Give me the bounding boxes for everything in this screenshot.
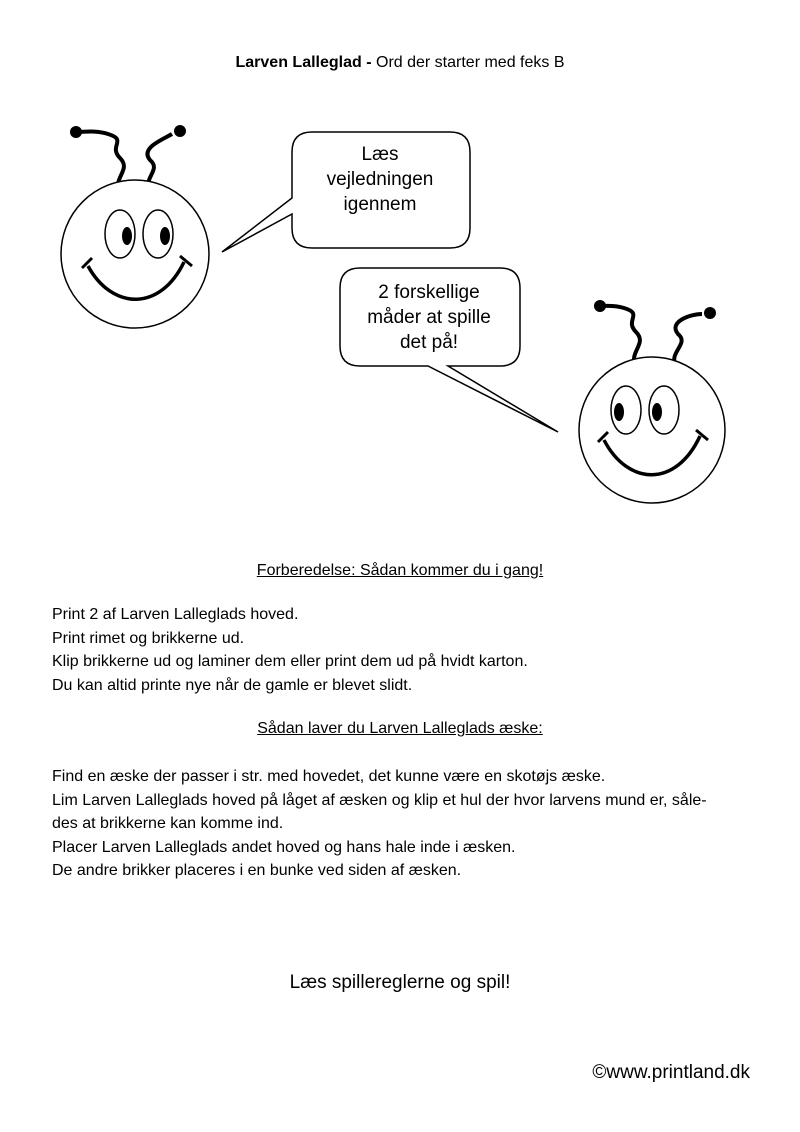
pupil-right-1: [160, 227, 170, 245]
pupil-left-2: [614, 403, 624, 421]
instruction-line: Find en æske der passer i str. med hovedet, det kunne være en skotøjs æske.: [52, 768, 606, 785]
instruction-line: Placer Larven Lalleglads andet hoved og hans hale inde i æsken.: [52, 838, 516, 856]
antenna-left-2: [602, 306, 640, 366]
caterpillar-head-1: [61, 125, 209, 328]
caterpillar-illustration: [0, 0, 800, 540]
speech-bubble-2-line: måder at spille: [367, 307, 491, 328]
pupil-left-1: [122, 227, 132, 245]
speech-bubble-1-line: igennem: [343, 194, 417, 215]
pupil-right-2: [652, 403, 662, 421]
face-2: [579, 357, 725, 503]
speech-bubble-1-line: vejledningen: [326, 169, 434, 190]
caterpillar-head-2: [579, 300, 725, 503]
instruction-line: des at brikkerne kan komme ind.: [52, 815, 284, 832]
instruction-line: De andre brikker placeres i en bunke ved siden af æsken.: [52, 862, 462, 879]
antenna-right-2: [674, 314, 702, 366]
preparation-heading: Forberedelse: Sådan kommer du i gang!: [256, 562, 544, 579]
closing-line: Læs spillereglerne og spil!: [289, 972, 511, 993]
speech-bubble-2-text: [338, 280, 520, 355]
antenna-ball-left-1: [70, 126, 82, 138]
instruction-line: Klip brikkerne ud og laminer dem eller print dem ud på hvidt karton.: [52, 653, 528, 670]
instruction-line: Print rimet og brikkerne ud.: [52, 629, 245, 647]
page-title-bold: Larven Lalleglad -: [235, 54, 372, 71]
box-heading: Sådan laver du Larven Lalleglads æske:: [257, 720, 543, 737]
face-1: [61, 180, 209, 328]
speech-bubble-2-line: 2 forskellige: [378, 282, 480, 303]
instruction-line: Print 2 af Larven Lalleglads hoved.: [52, 606, 299, 623]
speech-bubble-1-line: Læs: [361, 144, 399, 165]
preparation-instructions: [52, 603, 752, 697]
antenna-ball-right-1: [174, 125, 186, 137]
page-title-rest: Ord der starter med feks B: [371, 54, 565, 71]
antenna-ball-left-2: [594, 300, 606, 312]
speech-bubble-1-text: [290, 142, 470, 217]
instruction-line: Du kan altid printe nye når de gamle er blevet slidt.: [52, 676, 413, 694]
instruction-line: Lim Larven Lalleglads hoved på låget af æsken og klip et hul der hvor larvens mund er, såle-: [52, 791, 707, 809]
antenna-ball-right-2: [704, 307, 716, 319]
box-instructions: [52, 765, 752, 883]
speech-bubble-2-line: det på!: [399, 332, 459, 353]
copyright-footer: ©www.printland.dk: [592, 1062, 750, 1083]
